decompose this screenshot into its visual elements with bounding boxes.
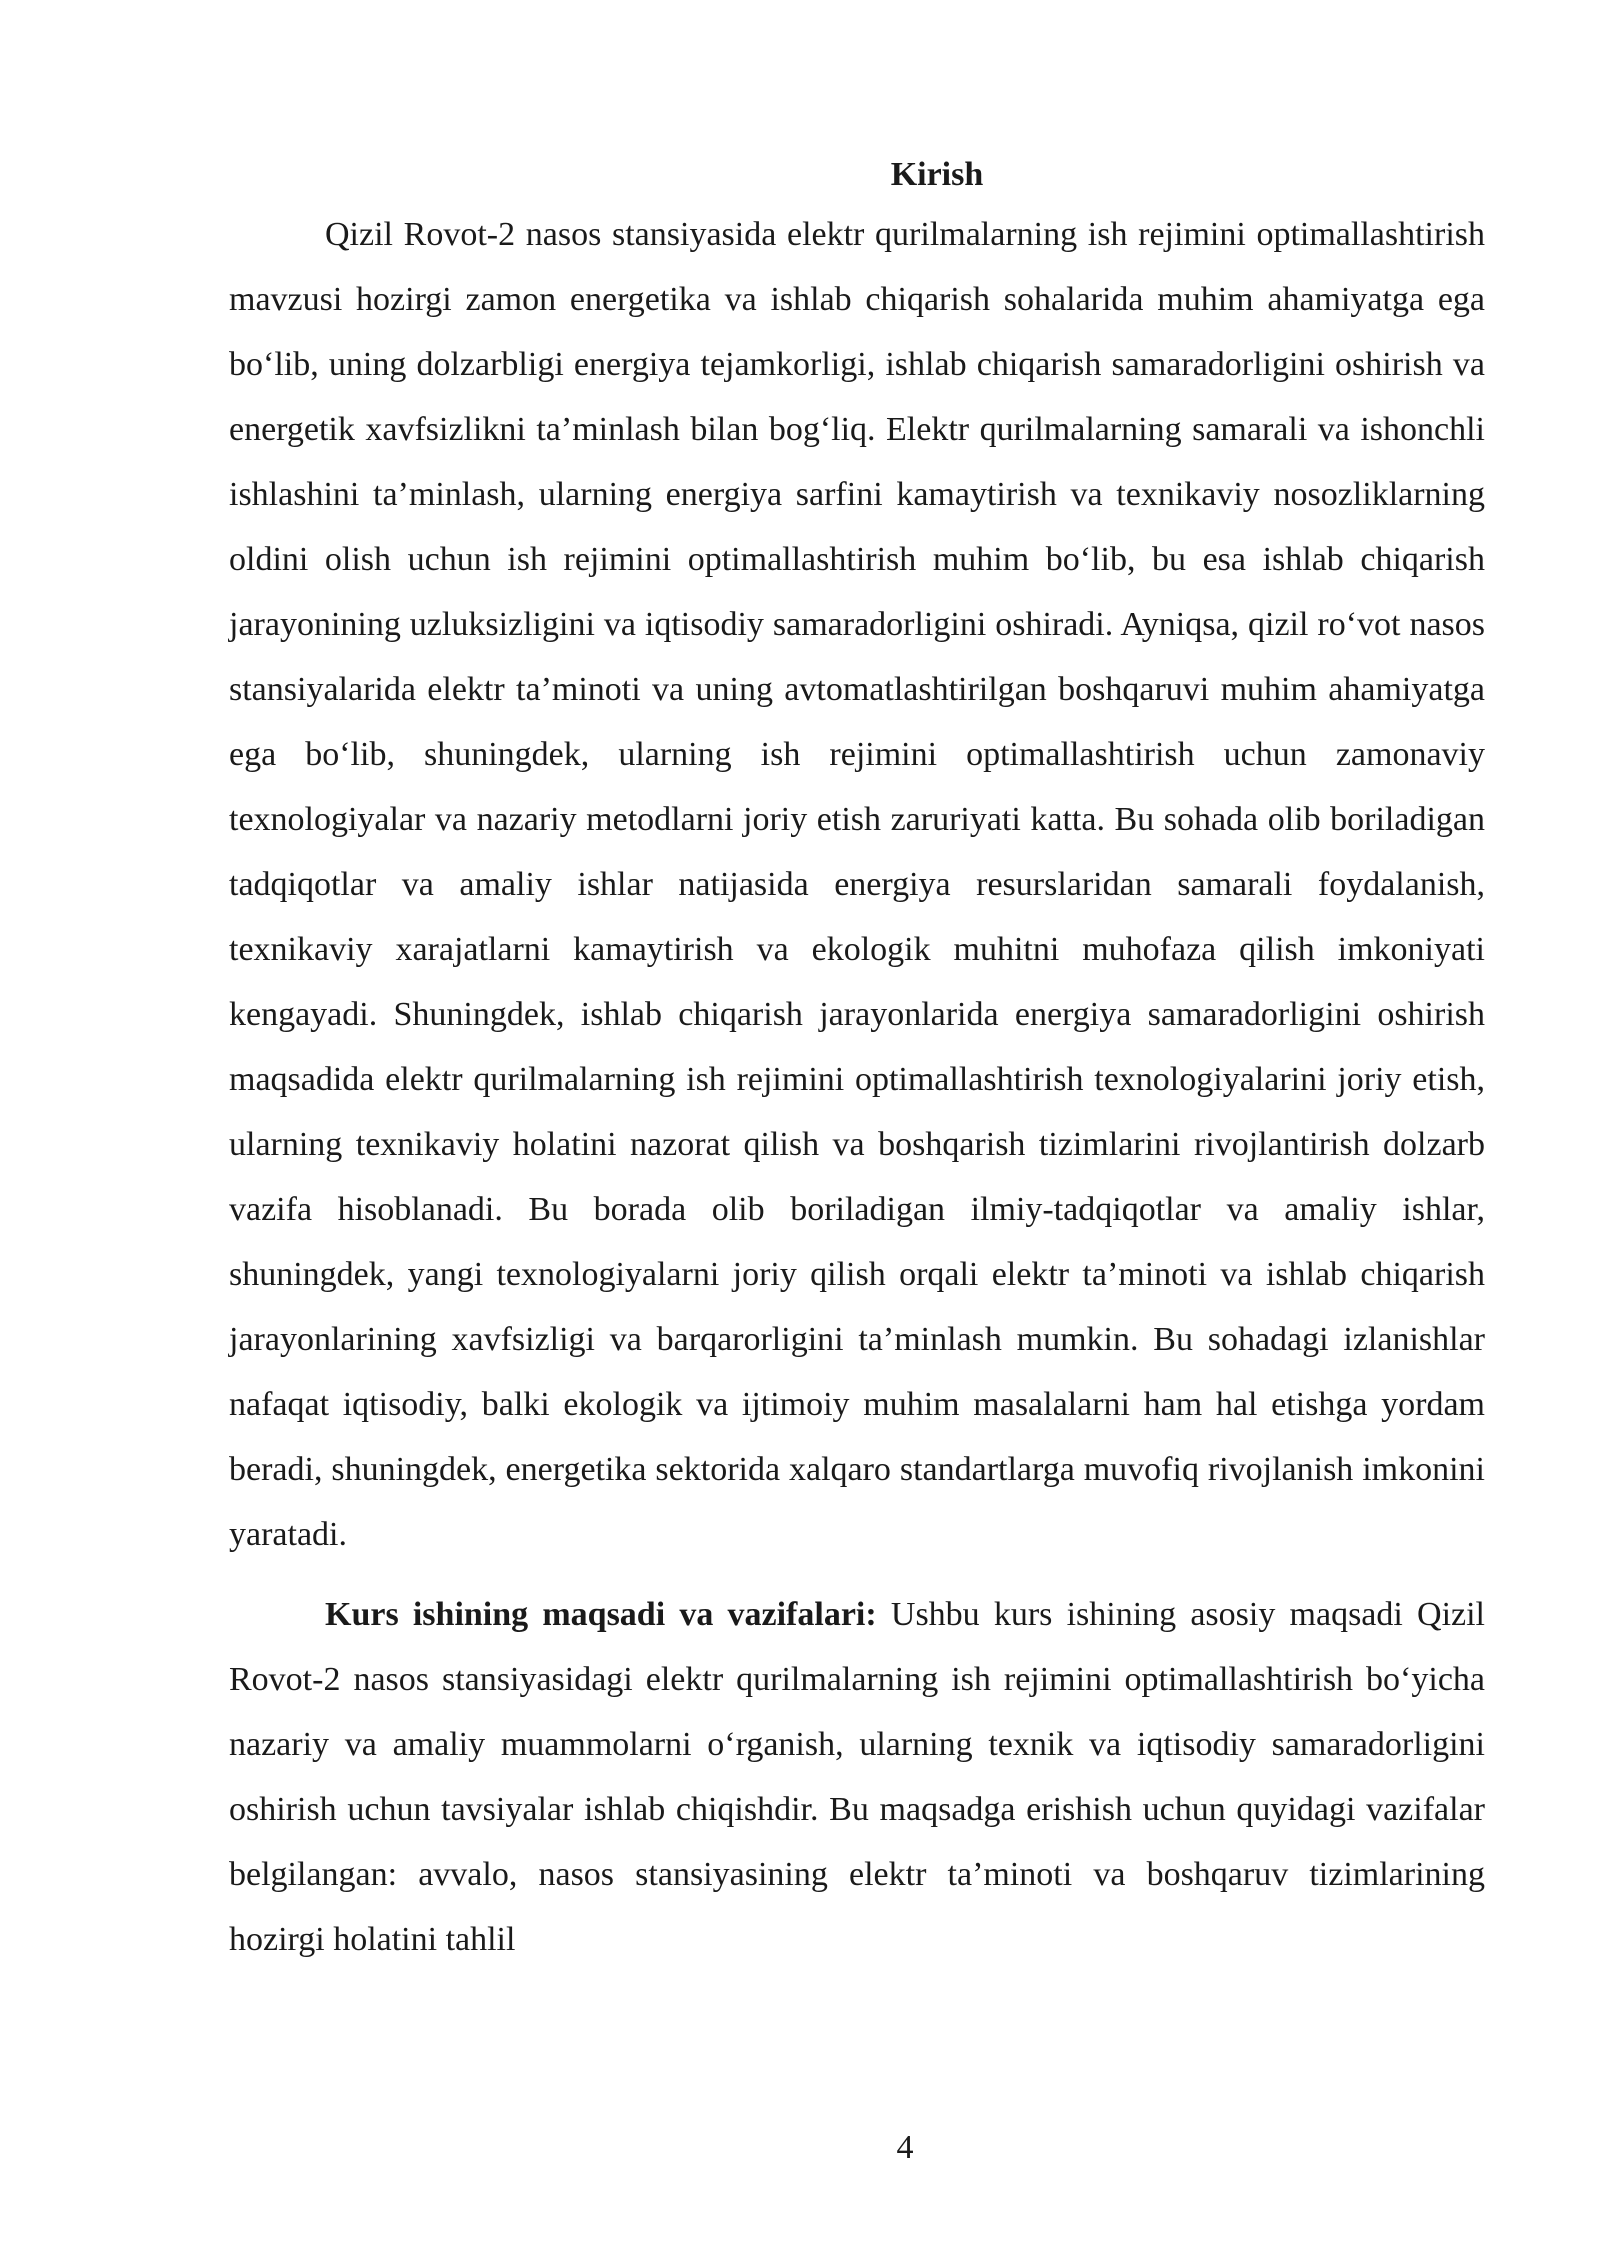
goals-paragraph — [229, 1582, 1485, 1972]
section-heading: Kirish — [890, 156, 984, 193]
intro-paragraph: Qizil Rovot-2 nasos stansiyasida elektr qurilmalarning ish rejimini optimallashtirish mavzusi hozirgi zamon energetika va ishlab chiqarish sohalarida muhim ahamiyatga ega bo‘lib, uning dolzarbligi energiya tejamkorligi, ishlab chiqarish samaradorligini oshirish va energetik xavfsizlikni ta’minlash bilan bog‘liq. Elektr qurilmalarning samarali va ishonchli ishlashini ta’minlash, ularning energiya sarfini kamaytirish va texnikaviy nosozliklarning oldini olish uchun ish rejimini optimallashtirish muhim bo‘lib, bu esa ishlab chiqarish jarayonining uzluksizligini va iqtisodiy samaradorligini oshiradi. Ayniqsa, qizil ro‘vot nasos stansiyalarida elektr ta’minoti va uning avtomatlashtirilgan boshqaruvi muhim ahamiyatga ega bo‘lib, shuningdek, ularning ish rejimini optimallashtirish uchun zamonaviy texnologiyalar va nazariy metodlarni joriy etish zaruriyati katta. Bu sohada olib boriladigan tadqiqotlar va amaliy ishlar natijasida energiya resurslaridan samarali foydalanish, texnikaviy xarajatlarni kamaytirish va ekologik muhitni muhofaza qilish imkoniyati kengayadi. Shuningdek, ishlab chiqarish jarayonlarida energiya samaradorligini oshirish maqsadida elektr qurilmalarning ish rejimini optimallashtirish texnologiyalarini joriy etish, ularning texnikaviy holatini nazorat qilish va boshqarish tizimlarini rivojlantirish dolzarb vazifa hisoblanadi. Bu borada olib boriladigan ilmiy-tadqiqotlar va amaliy ishlar, shuningdek, yangi texnologiyalarni joriy qilish orqali elektr ta’minoti va ishlab chiqarish jarayonlarining xavfsizligi va barqarorligini ta’minlash mumkin. Bu sohadagi izlanishlar nafaqat iqtisodiy, balki ekologik va ijtimoiy muhim masalalarni ham hal etishga yordam beradi, shuningdek, energetika sektorida xalqaro standartlarga muvofiq rivojlanish imkonini yaratadi. — [229, 216, 1485, 1553]
goals-body: Ushbu kurs ishining asosiy maqsadi Qizil Rovot-2 nasos stansiyasidagi elektr qurilmalarning ish rejimini optimallashtirish bo‘yicha nazariy va amaliy muammolarni o‘rganish, ularning texnik va iqtisodiy samaradorligini oshirish uchun tavsiyalar ishlab chiqishdir. Bu maqsadga erishish uchun quyidagi vazifalar belgilangan: avvalo, nasos stansiyasining elektr ta’minoti va boshqaruv tizimlarining hozirgi holatini tahlil — [229, 1596, 1485, 1958]
page-content — [229, 148, 1485, 1972]
goals-lead: Kurs ishining maqsadi va vazifalari: — [325, 1596, 877, 1633]
page-number: 4 — [896, 2129, 914, 2166]
